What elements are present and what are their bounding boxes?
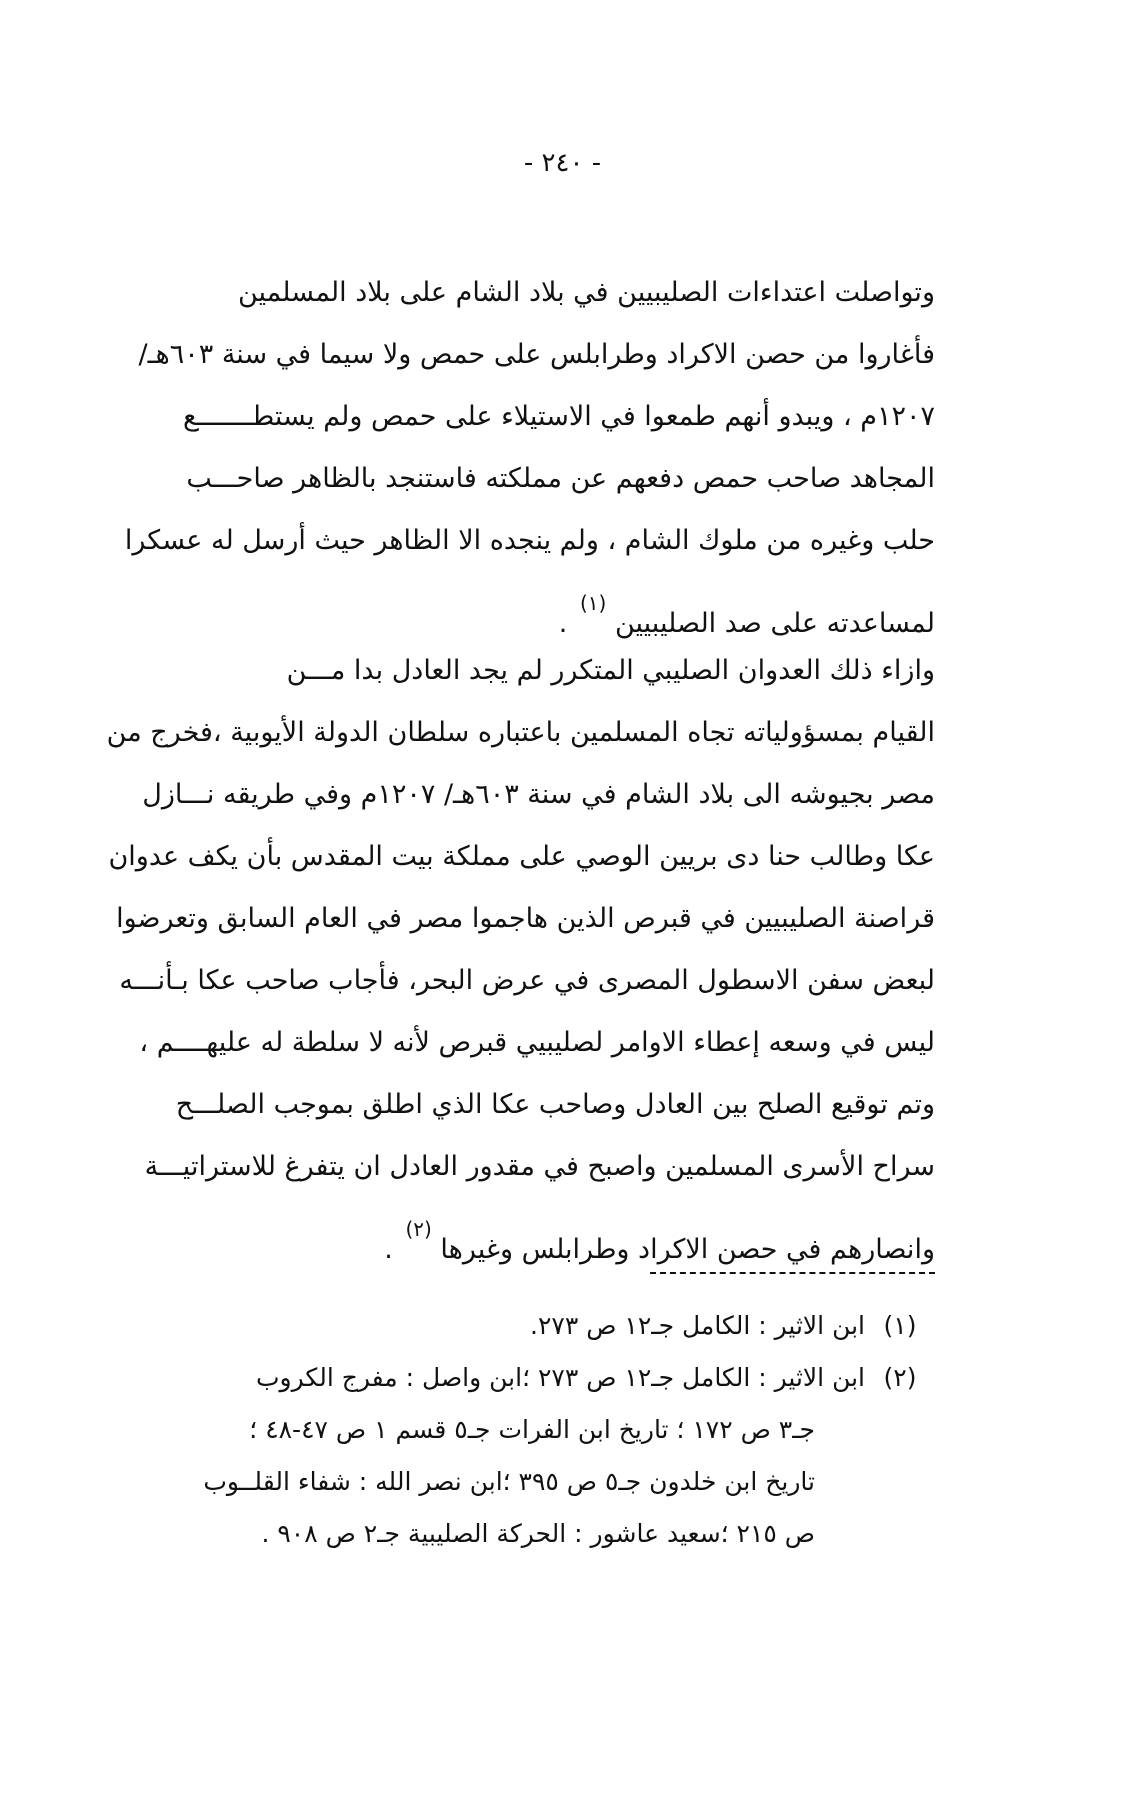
- text-line: قراصنة الصليبيين في قبرص الذين هاجموا مصر في العام السابق وتعرضوا: [116, 903, 935, 934]
- footnote-text: ابن الاثير : الكامل جـ١٢ ص ٢٧٣ ؛ابن واصل : مفرج الكروب: [256, 1363, 865, 1392]
- footnote-text: ابن الاثير : الكامل جـ١٢ ص ٢٧٣.: [530, 1311, 865, 1340]
- text-line: سراح الأسرى المسلمين واصبح في مقدور العادل ان يتفرغ للاستراتيـــة: [144, 1151, 935, 1182]
- text-line: القيام بمسؤولياته تجاه المسلمين باعتباره سلطان الدولة الأيوبية ،فخرج من: [106, 717, 935, 748]
- text-segment: وانصارهم في حصن الاكراد وطرابلس وغيرها: [440, 1234, 935, 1265]
- footnote-continuation: تاريخ ابن خلدون جـ٥ ص ٣٩٥ ؛ابن نصر الله : شفاء القلــوب: [203, 1467, 815, 1496]
- footnote-2: [175, 1352, 935, 1404]
- text-line: ١٢٠٧م ، ويبدو أنهم طمعوا في الاستيلاء على حمص ولم يستطـــــــع: [182, 401, 935, 432]
- end-punctuation: .: [558, 608, 568, 639]
- paragraph-2: [106, 640, 935, 1265]
- footnote-reference-1: (١): [579, 591, 607, 615]
- text-line: وازاء ذلك العدوان الصليبي المتكرر لم يجد العادل بدا مـــن: [286, 655, 935, 686]
- text-line: المجاهد صاحب حمص دفعهم عن مملكته فاستنجد بالظاهر صاحـــب: [186, 463, 935, 494]
- text-line: حلب وغيره من ملوك الشام ، ولم ينجده الا الظاهر حيث أرسل له عسكرا: [124, 525, 935, 556]
- text-line-last: [175, 572, 935, 639]
- text-line: ليس في وسعه إعطاء الاوامر لصليبيي قبرص لأنه لا سلطة له عليهــــم ،: [139, 1027, 935, 1058]
- end-punctuation: .: [384, 1234, 393, 1265]
- page-number: - ٢٤٠ -: [523, 148, 602, 178]
- footnote-separator: [650, 1272, 935, 1274]
- text-line: عكا وطالب حنا دى بريين الوصي على مملكة بيت المقدس بأن يكف عدوان: [108, 841, 935, 872]
- text-segment: لمساعدته على صد الصليبيين: [614, 608, 935, 639]
- text-line: مصر بجيوشه الى بلاد الشام في سنة ٦٠٣هـ/ ١٢٠٧م وفي طريقه نـــازل: [142, 779, 935, 810]
- text-line: فأغاروا من حصن الاكراد وطرابلس على حمص ولا سيما في سنة ٦٠٣هـ/: [138, 339, 935, 370]
- footnotes: [175, 1300, 935, 1560]
- footnote-number: (١): [883, 1311, 917, 1340]
- footnote-number: (٢): [883, 1363, 917, 1392]
- footnote-reference-2: (٢): [405, 1217, 432, 1241]
- footnote-continuation: جـ٣ ص ١٧٢ ؛ تاريخ ابن الفرات جـ٥ قسم ١ ص ٤٧-٤٨ ؛: [249, 1415, 815, 1444]
- text-line: لبعض سفن الاسطول المصرى في عرض البحر، فأجاب صاحب عكا بـأنـــه: [119, 965, 935, 996]
- footnote-continuation: ص ٢١٥ ؛سعيد عاشور : الحركة الصليبية جـ٢ ص ٩٠٨ .: [261, 1519, 815, 1548]
- text-line-last: [175, 1198, 935, 1265]
- paragraph-1: [124, 262, 935, 639]
- footnote-1: [175, 1300, 935, 1352]
- text-line: وتم توقيع الصلح بين العادل وصاحب عكا الذي اطلق بموجب الصلـــح: [175, 1089, 935, 1120]
- text-line: وتواصلت اعتداءات الصليبيين في بلاد الشام على بلاد المسلمين: [237, 277, 935, 308]
